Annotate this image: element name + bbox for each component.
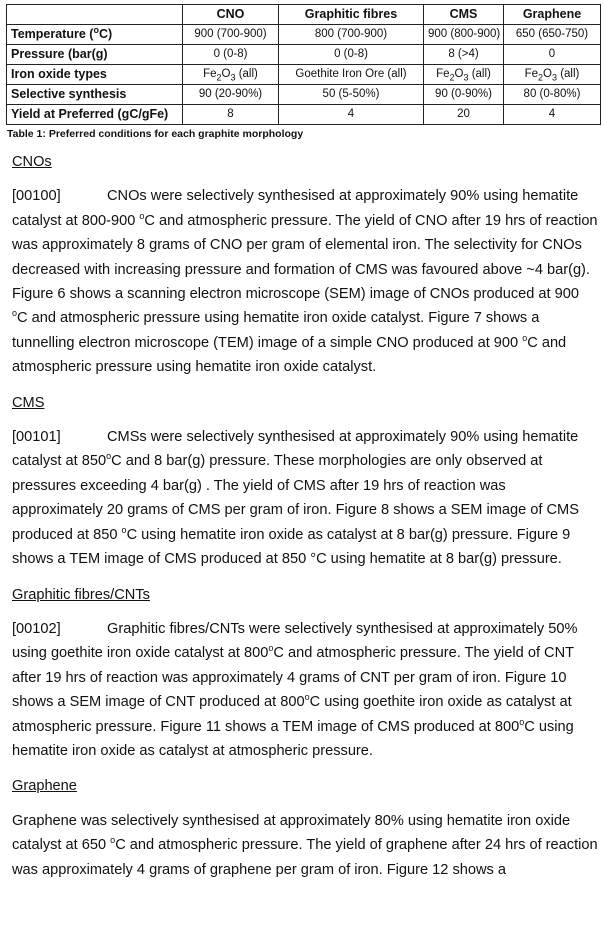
paragraph-fibres: [00102] Graphitic fibres/CNTs were selectively synthesised at approximately 50% using goethite iron oxide catalyst at 800$^o$C and atmospheric pressure. The yield of CNT after 19 hrs of reaction was approximately 4 grams of CNT per gram of iron. Figure 10 shows a SEM image of CNT produced at 800$^o$C using goethite iron oxide as catalyst at atmospheric pressure. Figure 11 shows a TEM image of CMS produced at 800$^o$C using hematite iron oxide as catalyst at atmospheric pressure.	[12, 617, 598, 763]
table-cell: $Fe_2O_3$ (all)	[424, 65, 504, 85]
table-cell: 650 (650-750)	[504, 25, 601, 45]
table-header-cell: Graphitic fibres	[279, 5, 424, 25]
table-cell: 800 (700-900)	[279, 25, 424, 45]
paragraph-cno: [00100] CNOs were selectively synthesised at approximately 90% using hematite catalyst at 800-900 $^o$C and atmospheric pressure. The yield of CNO after 19 hrs of reaction was approximately 8 grams of CNO per gram of elemental iron. The selectivity for CNOs decreased with increasing pressure and formation of CMS was favoured above ~4 bar(g). Figure 6 shows a scanning electron microscope (SEM) image of CNOs produced at 900 $^o$C and atmospheric pressure using hematite iron oxide catalyst. Figure 7 shows a tunnelling electron microscope (TEM) image of a simple CNO produced at 900 $^o$C and atmospheric pressure using hematite iron oxide catalyst.	[12, 184, 598, 379]
paragraph-graphene: Graphene was selectively synthesised at approximately 80% using hematite iron oxide catalyst at 650 $^o$C and atmospheric pressure. The yield of graphene after 24 hrs of reaction was approximately 4 grams of graphene per gram of iron. Figure 12 shows a	[12, 812, 598, 878]
table-cell: Goethite Iron Ore (all)	[279, 65, 424, 85]
table-cell: 50 (5-50%)	[279, 85, 424, 105]
table-cell: 900 (800-900)	[424, 25, 504, 45]
table-cell: 80 (0-80%)	[504, 85, 601, 105]
paragraph-cms: [00101] CMSs were selectively synthesised at approximately 90% using hematite catalyst at 850$^o$C and 8 bar(g) pressure. These morphologies are only observed at pressures exceeding 4 bar(g) . The yield of CMS after 19 hrs of reaction was approximately 20 grams of CMS per gram of iron. Figure 8 shows a SEM image of CMS produced at 850 $^o$C using hematite iron oxide as catalyst at 8 bar(g) pressure. Figure 9 shows a TEM image of CMS produced at 850 °C using hematite at 8 bar(g) pressure.	[12, 425, 598, 571]
table-cell: 900 (700-900)	[183, 25, 279, 45]
table-cell: $Fe_2O_3$ (all)	[183, 65, 279, 85]
section-heading-cms: CMS	[12, 394, 45, 411]
paragraph-number: [00100]	[12, 188, 61, 205]
section-heading-fibres: Graphitic fibres/CNTs	[12, 586, 150, 603]
table-cell: 90 (0-90%)	[424, 85, 504, 105]
row-label: Temperature ($^o$C)	[7, 25, 183, 45]
table-header-cell: CMS	[424, 5, 504, 25]
table-row	[7, 45, 601, 65]
table-cell: 0 (0-8)	[183, 45, 279, 65]
section-heading-cno: CNOs	[12, 154, 52, 170]
table-cell: 0 (0-8)	[279, 45, 424, 65]
document-body	[12, 150, 598, 882]
row-label: Yield at Preferred (gC/gFe)	[7, 105, 183, 125]
conditions-table-wrapper	[6, 4, 600, 125]
table-caption: Table 1: Preferred conditions for each graphite morphology	[7, 128, 304, 140]
table-header-cell: CNO	[183, 5, 279, 25]
paragraph-number: [00101]	[12, 429, 61, 446]
row-label: Selective synthesis	[7, 85, 183, 105]
table-cell: 8	[183, 105, 279, 125]
table-row	[7, 85, 601, 105]
table-row	[7, 25, 601, 45]
paragraph-number: [00102]	[12, 620, 61, 637]
table-cell: 8 (>4)	[424, 45, 504, 65]
table-row	[7, 65, 601, 85]
table-header-cell	[7, 5, 183, 25]
table-header-cell: Graphene	[504, 5, 601, 25]
table-cell: $Fe_2O_3$ (all)	[504, 65, 601, 85]
section-heading-graphene: Graphene	[12, 778, 77, 795]
conditions-table	[6, 4, 601, 125]
table-cell: 90 (20-90%)	[183, 85, 279, 105]
table-cell: 0	[504, 45, 601, 65]
row-label: Pressure (bar(g)	[7, 45, 183, 65]
table-header-row	[7, 5, 601, 25]
table-cell: 4	[279, 105, 424, 125]
table-row	[7, 105, 601, 125]
row-label: Iron oxide types	[7, 65, 183, 85]
table-cell: 4	[504, 105, 601, 125]
table-cell: 20	[424, 105, 504, 125]
